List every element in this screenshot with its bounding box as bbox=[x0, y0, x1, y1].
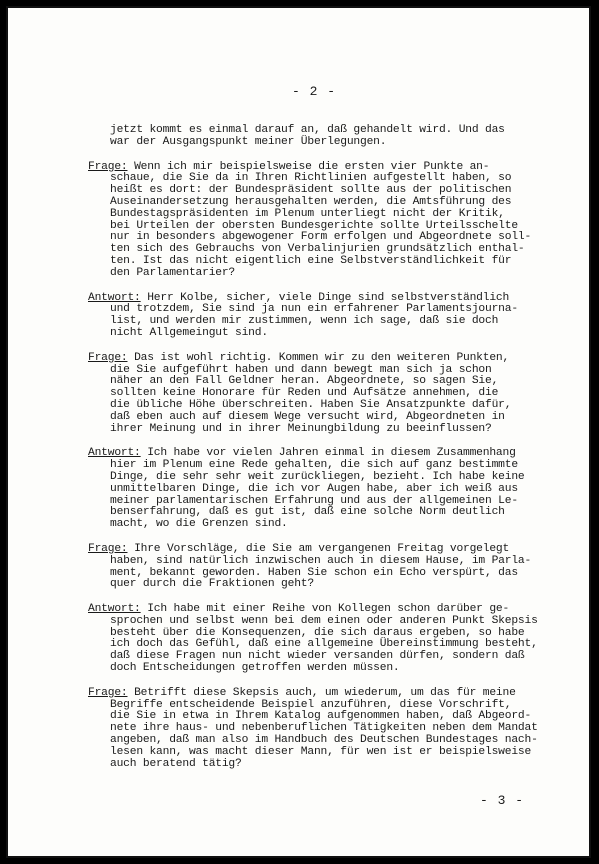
text-line: nete ihre haus- und nebenberuflichen Tätigkeiten neben dem Mandat bbox=[110, 722, 538, 735]
text-line: benserfahrung, daß es gut ist, daß eine solche Norm deutlich bbox=[110, 506, 505, 519]
text-line: die übliche Höhe überschreiten. Haben Sie Ansatzpunkte dafür, bbox=[110, 398, 512, 411]
first-line bbox=[88, 544, 548, 556]
text-line: unmittelbaren Dinge, die ich vor Augen habe, aber ich weiß aus bbox=[110, 482, 518, 495]
document-page bbox=[6, 6, 591, 858]
text-line: schaue, die Sie da in Ihren Richtlinien aufgestellt haben, so bbox=[110, 172, 512, 185]
text-line: die Sie in etwa in Ihrem Katalog aufgenommen haben, daß Abgeord- bbox=[110, 710, 532, 723]
text-line: näher an den Fall Geldner heran. Abgeordnete, so sagen Sie, bbox=[110, 375, 499, 388]
text-line: Ich habe vor vielen Jahren einmal in diesem Zusammenhang bbox=[140, 447, 516, 460]
answer-block bbox=[88, 293, 548, 340]
text-line: nur in besonders abgewogener Form erfolgen und Abgeordnete soll- bbox=[110, 231, 532, 244]
text-line: Begriffe entscheidende Beispiel anzuführen, diese Vorschrift, bbox=[110, 698, 512, 711]
text-line: Ihre Vorschläge, die Sie am vergangenen Freitag vorgelegt bbox=[127, 542, 510, 555]
speaker-label: Frage: bbox=[88, 686, 128, 699]
text-line: ten. Ist das nicht eigentlich eine Selbstverständlichkeit für bbox=[110, 254, 512, 267]
document-body bbox=[88, 125, 548, 783]
text-line: jetzt kommt es einmal darauf an, daß gehandelt wird. Und das bbox=[110, 124, 505, 136]
speaker-label: Frage: bbox=[88, 351, 128, 364]
text-line: ment, bekannt geworden. Haben Sie schon ein Echo verspürt, das bbox=[110, 566, 518, 579]
speaker-label: Frage: bbox=[88, 160, 128, 173]
answer-block bbox=[88, 604, 548, 675]
question-block bbox=[88, 162, 548, 280]
text-line: ten sich des Gebrauchs von Verbalinjurien grundsätzlich enthal- bbox=[110, 243, 525, 256]
text-line: Bundestagspräsidenten im Plenum unterliegt nicht der Kritik, bbox=[110, 207, 505, 220]
question-block bbox=[88, 544, 548, 591]
text-line: doch Entscheidungen getroffen werden müssen. bbox=[110, 662, 400, 675]
speaker-label: Frage: bbox=[88, 542, 128, 555]
text-line: sprochen und selbst wenn bei dem einen oder anderen Punkt Skepsis bbox=[110, 614, 538, 627]
first-line bbox=[88, 353, 548, 365]
text-line: bei Urteilen der obersten Bundesgerichte sollte Urteilsschelte bbox=[110, 219, 518, 232]
text-line: den Parlamentarier? bbox=[110, 266, 236, 279]
text-line: Betrifft diese Skepsis auch, um wiederum, um das für meine bbox=[127, 686, 516, 699]
question-block bbox=[88, 688, 548, 771]
text-line: meiner parlamentarischen Erfahrung und aus der allgemeinen Le- bbox=[110, 494, 518, 507]
text-line: war der Ausgangspunkt meiner Überlegungen. bbox=[110, 135, 387, 148]
text-line: daß eben auch auf diesem Wege versucht wird, Abgeordneten in bbox=[110, 410, 505, 423]
text-line: Ich habe mit einer Reihe von Kollegen schon darüber ge- bbox=[140, 603, 510, 616]
text-line: quer durch die Fraktionen geht? bbox=[110, 578, 314, 591]
text-line: list, und werden mir zustimmen, wenn ich sage, daß sie doch bbox=[110, 315, 499, 328]
text-line: hier im Plenum eine Rede gehalten, die sich auf ganz bestimmte bbox=[110, 459, 518, 472]
text-line: Das ist wohl richtig. Kommen wir zu den weiteren Punkten, bbox=[127, 351, 510, 364]
text-line: Dinge, die sehr sehr weit zurückliegen, bezieht. Ich habe keine bbox=[110, 470, 525, 483]
speaker-label: Antwort: bbox=[88, 291, 141, 304]
question-block bbox=[88, 353, 548, 436]
intro-paragraph bbox=[88, 125, 548, 149]
qa-list bbox=[88, 162, 548, 771]
speaker-label: Antwort: bbox=[88, 447, 141, 460]
next-page-marker: - 3 - bbox=[480, 793, 525, 808]
text-line: ich doch das Gefühl, daß eine allgemeine Übereinstimmung besteht, bbox=[110, 638, 538, 651]
text-line: daß diese Fragen nun nicht wieder versanden dürfen, sondern daß bbox=[110, 650, 525, 663]
text-line: besteht über die Konsequenzen, die sich daraus ergeben, so habe bbox=[110, 626, 525, 639]
text-line: Auseinandersetzung herausgehalten werden, die Amtsführung des bbox=[110, 195, 512, 208]
page-number: - 2 - bbox=[292, 84, 337, 99]
text-line: und trotzdem, Sie sind ja nun ein erfahrener Parlamentsjourna- bbox=[110, 303, 518, 316]
text-line: auch beratend tätig? bbox=[110, 757, 242, 770]
text-line: macht, wo die Grenzen sind. bbox=[110, 518, 288, 531]
text-line: Wenn ich mir beispielsweise die ersten vier Punkte an- bbox=[127, 160, 490, 173]
speaker-label: Antwort: bbox=[88, 603, 141, 616]
text-line: haben, sind natürlich inzwischen auch in diesem Hause, im Parla- bbox=[110, 554, 532, 567]
first-line bbox=[88, 688, 548, 700]
text-line: lesen kann, was macht dieser Mann, für wen ist er beispielsweise bbox=[110, 745, 532, 758]
text-line: sollten keine Honorare für Reden und Aufsätze annehmen, die bbox=[110, 387, 499, 400]
text-line: nicht Allgemeingut sind. bbox=[110, 326, 268, 339]
answer-block bbox=[88, 448, 548, 531]
text-line: ihrer Meinung und in ihrer Meinungbildung zu beeinflussen? bbox=[110, 422, 492, 435]
text-line: die Sie aufgeführt haben und dann bewegt man sich ja schon bbox=[110, 363, 492, 376]
text-line: angeben, daß man also im Handbuch des Deutschen Bundestages nach- bbox=[110, 734, 538, 747]
text-line: heißt es dort: der Bundespräsident sollte aus der politischen bbox=[110, 184, 512, 197]
text-line: Herr Kolbe, sicher, viele Dinge sind selbstverständlich bbox=[140, 291, 510, 304]
